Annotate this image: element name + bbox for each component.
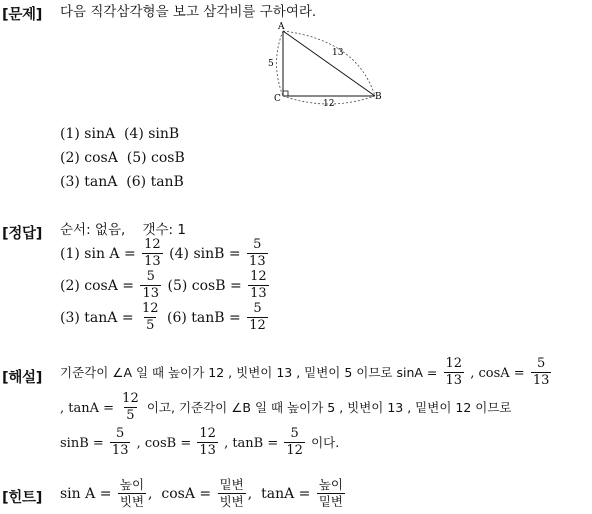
label-cb: 12 [323, 99, 335, 106]
fraction: $\frac{12}{13}$ [144, 236, 161, 269]
fraction: $\frac{12}{13}$ [445, 356, 463, 388]
right-triangle-diagram [262, 20, 392, 106]
problem-tag: [문제] [2, 7, 43, 23]
fraction: $\frac{12}{5}$ [122, 391, 139, 423]
problem-item-3: (3) tanA (6) tanB [60, 174, 184, 190]
explanation-line-2: , tanA = $\frac{12}{5}$ 이고, 기준각이 ∠B 일 때 높이가 5 , 빗변이 13 , 밑변이 12 이므로 [60, 391, 512, 423]
fraction: $\frac{12}{5}$ [142, 300, 159, 333]
label-ab: 13 [332, 48, 344, 58]
fraction: $\frac{5}{13}$ [111, 426, 129, 458]
explanation-line-1: 기준각이 ∠A 일 때 높이가 12 , 빗변이 13 , 밑변이 5 이므로 sinA = $\frac{12}{13}$ , cosA = $\frac{5}{13}$ [60, 356, 550, 388]
fraction: $\frac{12}{13}$ [199, 426, 216, 458]
fraction: $\frac{5}{12}$ [249, 300, 266, 333]
answer-line-3: (3) tanA = $\frac{12}{5}$ (6) tanB = $\frac{5}{12}$ [60, 300, 266, 333]
fraction: $\frac{\text{높이}}{\text{빗변}}$ [119, 476, 145, 509]
problem-item-1: (1) sinA (4) sinB [60, 126, 180, 142]
problem-statement: 다음 직각삼각형을 보고 삼각비를 구하여라. [60, 4, 317, 20]
answer-meta: 순서: 없음, 갯수: 1 [60, 222, 186, 238]
answer-line-2: (2) cosA = $\frac{5}{13}$ (5) cosB = $\frac{12}{13}$ [60, 268, 267, 301]
vertex-c: C [274, 94, 281, 104]
label-ac: 5 [268, 59, 274, 69]
fraction: $\frac{5}{13}$ [249, 236, 266, 269]
fraction: $\frac{5}{12}$ [286, 426, 303, 458]
hint-tag: [힌트] [2, 490, 43, 506]
answer-line-1: (1) sin A = $\frac{12}{13}$ (4) sinB = $\frac{5}{13}$ [60, 236, 266, 269]
fraction: $\frac{5}{13}$ [142, 268, 160, 301]
arc-ac [277, 31, 284, 96]
fraction: $\frac{12}{13}$ [250, 268, 267, 301]
answer-tag: [정답] [2, 226, 43, 242]
explanation-line-3: sinB = $\frac{5}{13}$ , cosB = $\frac{12}{13}$ , tanB = $\frac{5}{12}$ 이다. [60, 426, 340, 458]
vertex-a: A [278, 22, 285, 32]
hint-line: sin A = $\frac{\text{높이}}{\text{빗변}}$ , cosA = $\frac{\text{밑변}}{\text{빗변}}$ , tanA = $\frac{\text{높이}}{\text{밑변}}$ [60, 476, 343, 509]
explanation-tag: [해설] [2, 370, 43, 386]
fraction: $\frac{\text{높이}}{\text{밑변}}$ [318, 476, 343, 509]
right-angle-mark [283, 91, 288, 96]
problem-item-2: (2) cosA (5) cosB [60, 150, 185, 166]
fraction: $\frac{5}{13}$ [532, 356, 550, 388]
vertex-b: B [375, 92, 382, 102]
side-ab [283, 31, 375, 96]
fraction: $\frac{\text{밑변}}{\text{빗변}}$ [219, 476, 244, 509]
